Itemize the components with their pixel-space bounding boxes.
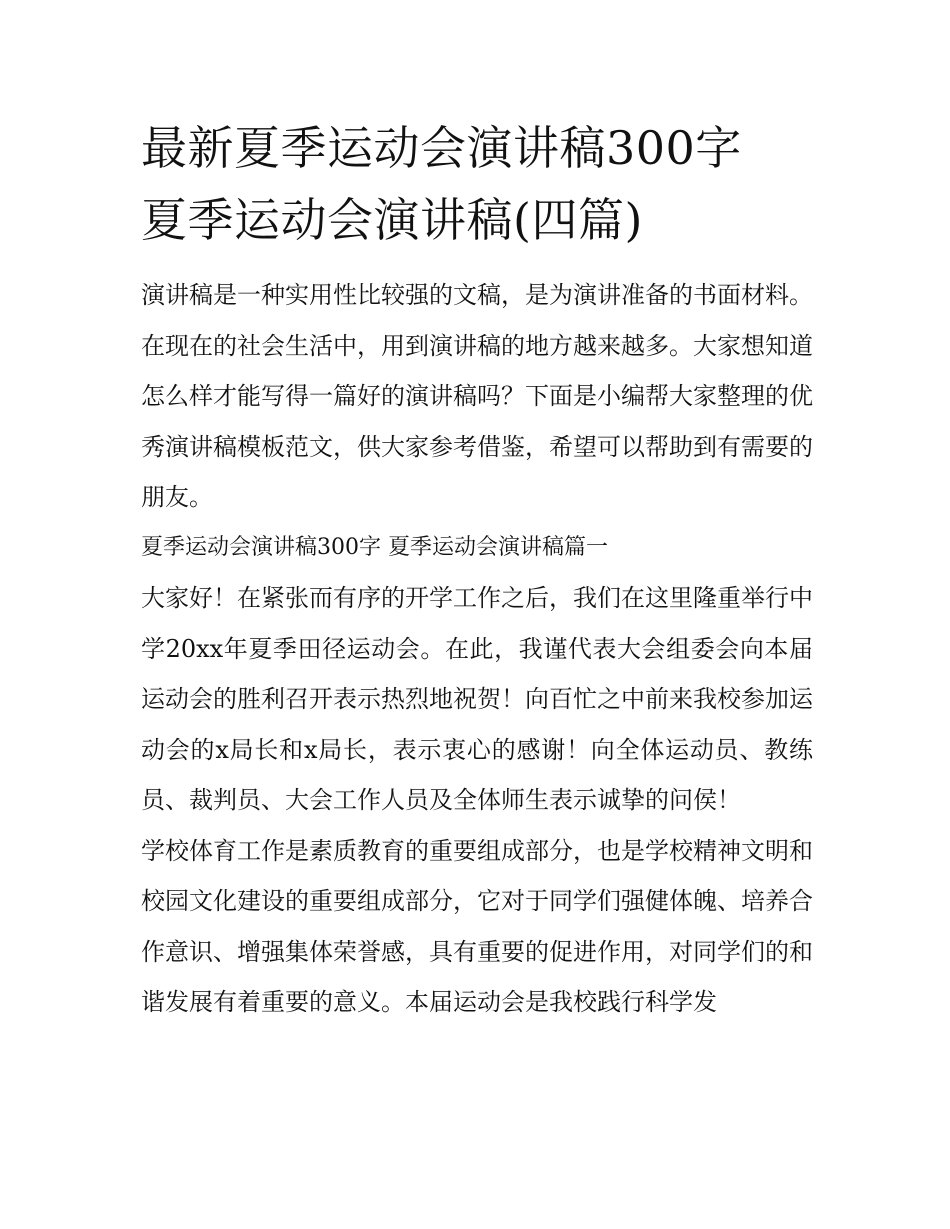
- title-line-2: 夏季运动会演讲稿(四篇): [141, 193, 643, 247]
- document-body: [141, 112, 813, 1028]
- title-line-1: 最新夏季运动会演讲稿300字: [141, 121, 742, 175]
- document-title: [141, 112, 813, 256]
- body-paragraph-1: 大家好！在紧张而有序的开学工作之后，我们在这里隆重举行中学20xx年夏季田径运动会。在此，我谨代表大会组委会向本届运动会的胜利召开表示热烈地祝贺！向百忙之中前来我校参加运动会的x局长和x局长，表示衷心的感谢！向全体运动员、教练员、裁判员、大会工作人员及全体师生表示诚挚的问侯！: [141, 584, 813, 814]
- intro-paragraph: 演讲稿是一种实用性比较强的文稿，是为演讲准备的书面材料。在现在的社会生活中，用到演讲稿的地方越来越多。大家想知道怎么样才能写得一篇好的演讲稿吗？下面是小编帮大家整理的优秀演讲稿模板范文，供大家参考借鉴，希望可以帮助到有需要的朋友。: [141, 281, 813, 511]
- section-heading: 夏季运动会演讲稿300字 夏季运动会演讲稿篇一: [141, 534, 608, 560]
- body-paragraph-2: 学校体育工作是素质教育的重要组成部分，也是学校精神文明和校园文化建设的重要组成部分，它对于同学们强健体魄、培养合作意识、增强集体荣誉感，具有重要的促进作用，对同学们的和谐发展有着重要的意义。本届运动会是我校践行科学发: [141, 836, 813, 1016]
